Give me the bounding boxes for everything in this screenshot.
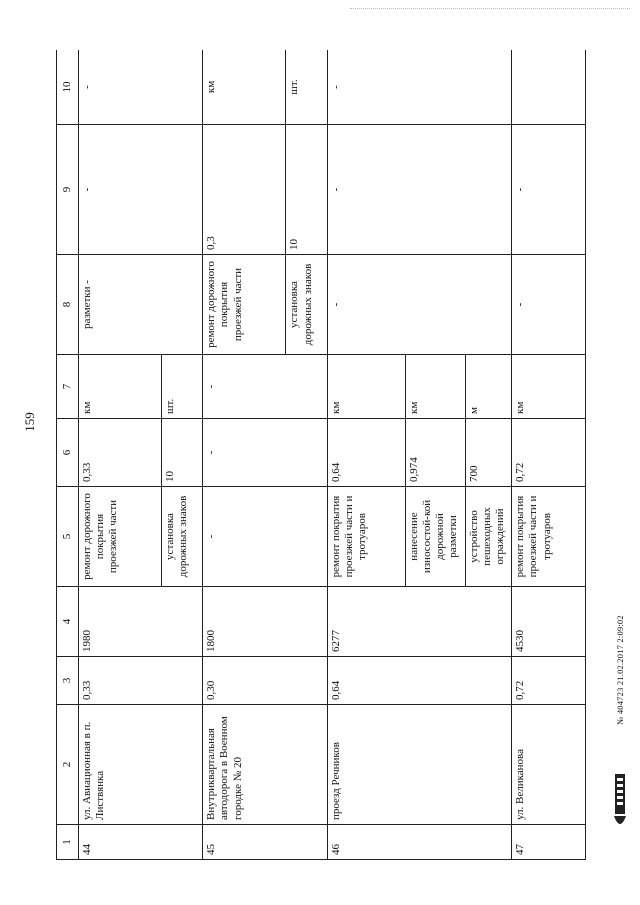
- col10-cell: -: [327, 50, 511, 125]
- work-unit: м: [465, 355, 512, 419]
- road-length: 0,30: [203, 657, 328, 705]
- col9-cell: -: [327, 125, 511, 255]
- table-container: [56, 50, 586, 860]
- work-unit: км: [78, 355, 161, 419]
- col10-cell: шт.: [286, 50, 328, 125]
- col10-cell: -: [78, 50, 203, 125]
- col9-cell: 10: [286, 125, 328, 255]
- work-volume: -: [203, 419, 328, 487]
- road-name: ул. Великанова: [512, 705, 586, 825]
- work-description: нанесение износостой-кой дорожной разметки: [405, 487, 465, 587]
- work-description: ремонт дорожного покрытия проезжей части: [78, 487, 161, 587]
- header-cell: 5: [57, 487, 79, 587]
- consultant-logo-icon: [612, 772, 628, 832]
- row-number: 44: [78, 825, 203, 860]
- col8-cell: -: [327, 255, 511, 355]
- col10-cell: [512, 50, 586, 125]
- table-row: [78, 50, 161, 860]
- header-cell: 7: [57, 355, 79, 419]
- page-number: 159: [22, 412, 37, 432]
- col9-cell: -: [512, 125, 586, 255]
- work-description: ремонт покрытия проезжей части и тротуаров: [512, 487, 586, 587]
- work-unit: км: [405, 355, 465, 419]
- work-volume: 700: [465, 419, 512, 487]
- work-volume: 0,974: [405, 419, 465, 487]
- header-cell: 3: [57, 657, 79, 705]
- col8-cell: ремонт дорожного покрытия проезжей части: [203, 255, 286, 355]
- work-volume: 10: [161, 419, 203, 487]
- document-footer: № 404723 21.02.2017 2:09:02: [615, 615, 625, 725]
- road-name: проезд Речников: [327, 705, 511, 825]
- work-description: -: [203, 487, 328, 587]
- row-number: 47: [512, 825, 586, 860]
- table-row: [327, 50, 405, 860]
- road-length: 0,72: [512, 657, 586, 705]
- work-volume: 0,64: [327, 419, 405, 487]
- header-cell: 6: [57, 419, 79, 487]
- road-name: Внутриквартальная автодорога в Военном городке № 20: [203, 705, 328, 825]
- table-row: [203, 50, 286, 860]
- col8-cell: разметки -: [78, 255, 203, 355]
- work-description: устройство пешеходных ограждений: [465, 487, 512, 587]
- road-length: 0,64: [327, 657, 511, 705]
- col8-cell: -: [512, 255, 586, 355]
- header-row: [57, 50, 79, 860]
- work-unit: км: [512, 355, 586, 419]
- work-description: установка дорожных знаков: [161, 487, 203, 587]
- work-unit: шт.: [161, 355, 203, 419]
- header-cell: 9: [57, 125, 79, 255]
- road-year: 1980: [78, 587, 203, 657]
- col10-cell: км: [203, 50, 286, 125]
- work-volume: 0,33: [78, 419, 161, 487]
- col9-cell: -: [78, 125, 203, 255]
- work-volume: 0,72: [512, 419, 586, 487]
- road-length: 0,33: [78, 657, 203, 705]
- col8-cell: установка дорожных знаков: [286, 255, 328, 355]
- road-year: 4530: [512, 587, 586, 657]
- header-cell: 4: [57, 587, 79, 657]
- scan-noise: [350, 8, 630, 13]
- header-cell: 1: [57, 825, 79, 860]
- row-number: 46: [327, 825, 511, 860]
- row-number: 45: [203, 825, 328, 860]
- road-year: 6277: [327, 587, 511, 657]
- work-description: ремонт покрытия проезжей части и тротуаров: [327, 487, 405, 587]
- header-cell: 10: [57, 50, 79, 125]
- work-unit: км: [327, 355, 405, 419]
- road-name: ул. Авиационная в п. Листвянка: [78, 705, 203, 825]
- logo-graphic-icon: [612, 772, 628, 832]
- header-cell: 2: [57, 705, 79, 825]
- works-table: [56, 50, 586, 860]
- road-year: 1800: [203, 587, 328, 657]
- table-row: [512, 50, 586, 860]
- col9-cell: 0,3: [203, 125, 286, 255]
- work-unit: -: [203, 355, 328, 419]
- header-cell: 8: [57, 255, 79, 355]
- rotated-table: [56, 50, 586, 860]
